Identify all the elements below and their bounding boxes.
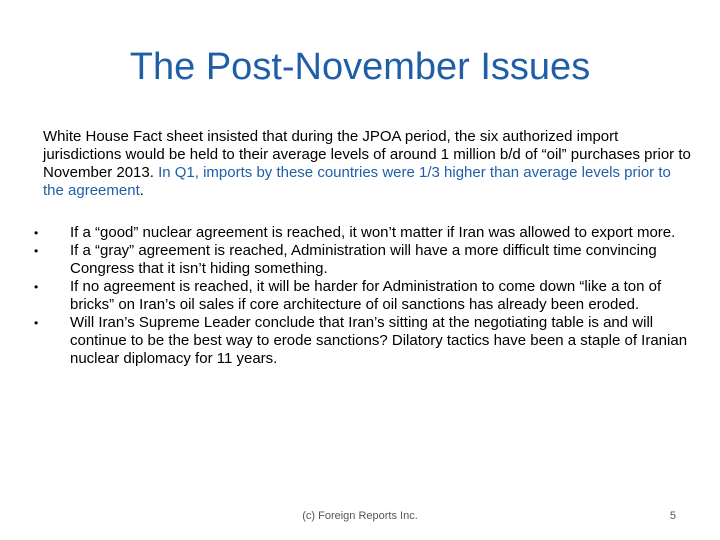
intro-end-text: . — [139, 182, 144, 199]
bullet-icon: • — [34, 226, 39, 240]
slide-title: The Post-November Issues — [129, 46, 591, 88]
bullet-item — [34, 278, 693, 314]
bullet-icon: • — [34, 244, 39, 258]
bullet-item — [34, 224, 693, 242]
bullet-icon: • — [34, 280, 39, 294]
bullet-item — [34, 242, 693, 278]
bullet-item — [34, 314, 693, 368]
footer-copyright: (c) Foreign Reports Inc. — [302, 510, 418, 522]
bullet-text: Will Iran’s Supreme Leader conclude that Iran’s sitting at the negotiating table is and will continue to be the best way to erode sanctions? Dilatory tactics have been a staple of Iranian nuclear diplomacy for 11 years. — [70, 314, 688, 367]
bullet-text: If no agreement is reached, it will be harder for Administration to come down “like a ton of bricks” on Iran’s oil sales if core architecture of oil sanctions has already been eroded. — [70, 278, 662, 313]
bullet-list — [34, 224, 693, 368]
bullet-text: If a “gray” agreement is reached, Administration will have a more difficult time convincing Congress that it isn’t hiding something. — [70, 242, 657, 277]
bullet-text: If a “good” nuclear agreement is reached, it won’t matter if Iran was allowed to export more. — [70, 224, 676, 241]
slide-footer — [0, 508, 720, 524]
intro-paragraph — [43, 128, 693, 200]
intro-text: White House Fact sheet insisted that during the JPOA period, the six authorized import jurisdictions would be held to their average levels of around 1 million b/d of “oil” purchases prior to November 2013. — [43, 128, 691, 181]
bullet-icon: • — [34, 316, 39, 330]
intro-highlight-text: In Q1, imports by these countries were 1/3 higher than average levels prior to the agreement — [43, 164, 671, 199]
page-number: 5 — [669, 510, 676, 522]
